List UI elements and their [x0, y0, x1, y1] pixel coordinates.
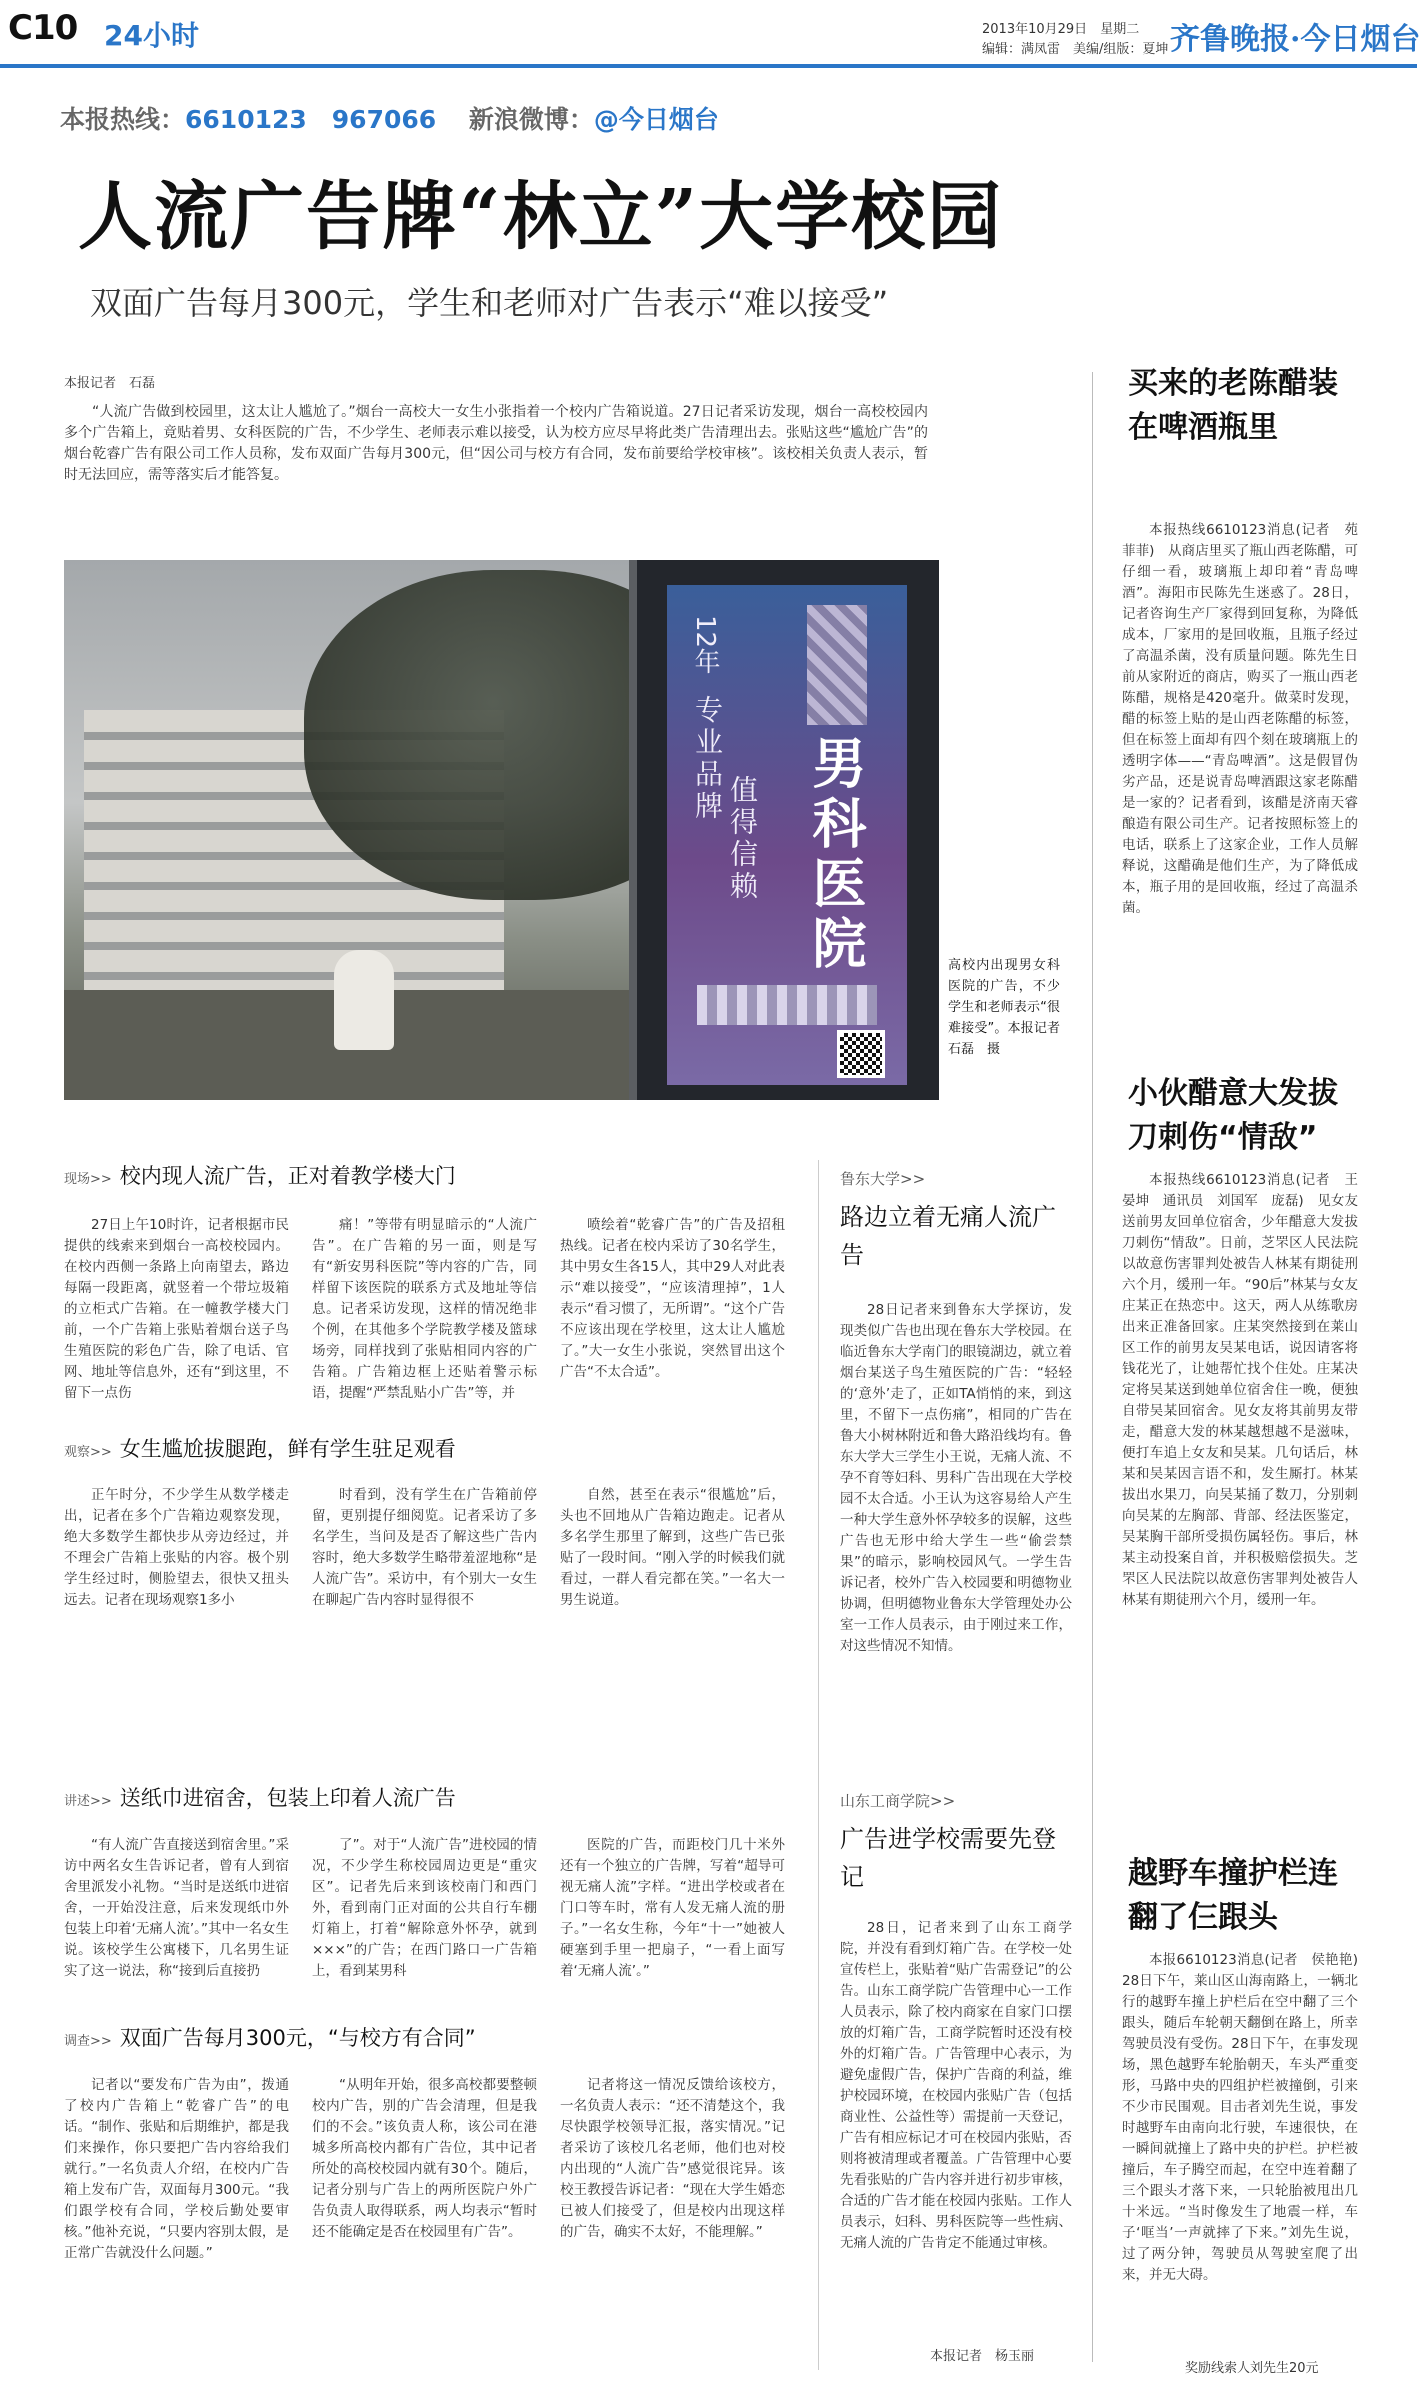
side-tag-sdtbu: 山东工商学院>> [840, 1792, 956, 1810]
ad-lightbox [629, 560, 939, 1100]
ad-year-text: 12年 [690, 615, 720, 675]
byline: 本报记者 石磊 [64, 376, 156, 391]
weibo-label: 新浪微博： [468, 105, 594, 134]
editors: 编辑：满凤雷 美编/组版：夏坤 [982, 42, 1169, 57]
subheadline: 双面广告每月300元，学生和老师对广告表示“难以接受” [90, 284, 889, 322]
section-name: 24小时 [104, 19, 199, 52]
narrate-col-3: 医院的广告，而距校门几十米外还有一个独立的广告牌，写着“超导可视无痛人流”字样。“进出学校或者在门口等车时，常有人发无痛人流的册子。”一名女生称，今年“十一”她被人硬塞到手里一把扇子，“一看上面写着‘无痛人流’。” [560, 1837, 785, 1979]
news-photo [64, 560, 934, 1100]
right-title-stabbing: 小伙醋意大发拔刀刺伤“情敌” [1128, 1076, 1338, 1155]
right-reward-note: 奖励线索人刘先生20元 [1185, 2361, 1319, 2376]
lead-paragraph: “人流广告做到校园里，这太让人尴尬了。”烟台一高校大一女生小张指着一个校内广告箱说道。27日记者采访发现，烟台一高校校园内多个广告箱上，竟贴着男、女科医院的广告，不少学生、老师表示难以接受，认为校方应尽早将此类广告清理出去。张贴这些“尴尬广告”的烟台乾睿广告有限公司工作人员称，发布双面广告每月300元，但“因公司与校方有合同，发布前要给学校审核”。该校相关负责人表示，暂时无法回应，需等落实后才能答复。 [64, 404, 928, 483]
scene-col-1: 27日上午10时许，记者根据市民提供的线索来到烟台一高校校园内。在校内西侧一条路上向南望去，路边每隔一段距离，就竖着一个带垃圾箱的立柜式广告箱。在一幢教学楼大门前，一个广告箱上张贴着烟台送子鸟生殖医院的彩色广告，除了电话、官网、地址等信息外，还有“到这里，不留下一点伤 [64, 1217, 289, 1401]
observe-col-3: 自然，甚至在表示“很尴尬”后，头也不回地从广告箱边跑走。记者从多名学生那里了解到，这些广告已张贴了一段时间。“刚入学的时候我们就看过，一群人看完都在笑。”一名大一男生说道。 [560, 1487, 785, 1608]
page-number: C10 [8, 8, 78, 48]
side-body-ludong: 28日记者来到鲁东大学探访，发现类似广告也出现在鲁东大学校园。在临近鲁东大学南门的眼镜湖边，就立着烟台某送子鸟生殖医院的广告：“轻轻的‘意外’走了，正如TA悄悄的来，到这里，不留下一点伤痛”，相同的广告在鲁大小树林附近和鲁大路沿线均有。鲁东大学大三学生小王说，无痛人流、不孕不育等妇科、男科广告出现在大学校园不太合适。小王认为这容易给人产生一种大学生意外怀孕较多的误解，这些广告也无形中给大学生一些“偷尝禁果”的暗示，影响校园风气。一学生告诉记者，校外广告入校园要和明德物业协调，但明德物业鲁东大学管理处办公室一工作人员表示，由于刚过来工作，对这些情况不知情。 [840, 1302, 1072, 1654]
right-title-vinegar: 买来的老陈醋装在啤酒瓶里 [1128, 366, 1338, 445]
photo-caption: 高校内出现男女科医院的广告，不少学生和老师表示“很难接受”。本报记者 石磊 摄 [948, 958, 1074, 1057]
right-body-suv: 本报6610123消息(记者 侯艳艳) 28日下午，莱山区山海南路上，一辆北行的越野车撞上护栏后在空中翻了三个跟头，随后车轮朝天翻倒在路上，所幸驾驶员没有受伤。28日下午，在事发现场，黑色越野车轮胎朝天，车头严重变形，马路中央的四组护栏被撞倒，引来不少市民围观。目击者刘先生说，事发时越野车由南向北行驶，车速很快，在一瞬间就撞上了路中央的护栏。护栏被撞后，车子腾空而起，在空中连着翻了三个跟头才落下来，一只轮胎被甩出几十米远。“当时像发生了地震一样，车子‘哐当’一声就摔了下来。”刘先生说，过了两分钟，驾驶员从驾驶室爬了出来，并无大碍。 [1122, 1952, 1372, 2283]
side-title-ludong: 路边立着无痛人流广告 [840, 1203, 1056, 1269]
header-rule [0, 64, 1417, 68]
hotline-label: 本报热线： [60, 105, 186, 134]
narrate-col-2: 了”。对于“人流广告”进校园的情况，不少学生称校园周边更是“重灾区”。记者先后来到该校南门和西门外，看到南门正对面的公共自行车棚灯箱上，打着“解除意外怀孕，就到×××”的广告；在西门路口一广告箱上，看到某男科 [312, 1837, 537, 1979]
narrate-col-1: “有人流广告直接送到宿舍里。”采访中两名女生告诉记者，曾有人到宿舍里派发小礼物。“当时是送纸巾进宿舍，一开始没注意，后来发现纸巾外包装上印着‘无痛人流’。”其中一名女生说。该校学生公寓楼下，几名男生证实了这一说法，称“接到后直接扔 [64, 1837, 289, 1979]
section-heading-scene: 现场>> 校内现人流广告，正对着教学楼大门 [64, 1164, 456, 1188]
photo-cyclist [334, 950, 394, 1050]
weibo-handle: @今日烟台 [593, 105, 719, 134]
ad-poster [667, 585, 907, 1085]
investigate-col-1: 记者以“要发布广告为由”，拨通了校内广告箱上“乾睿广告”的电话。“制作、张贴和后期维护，都是我们来操作，你只要把广告内容给我们就行。”一名负责人介绍，在校内广告箱上发布广告，双面每月300元。“我们跟学校有合同，学校后勤处要审核。”他补充说，“只要内容别太假，是正常广告就没什么问题。” [64, 2077, 289, 2261]
investigate-col-3: 记者将这一情况反馈给该校方，一名负责人表示：“还不清楚这个，我尽快跟学校领导汇报，落实情况。”记者采访了该校几名老师，他们也对校内出现的“人流广告”感觉很诧异。该校王教授告诉记者：“现在大学生婚恋已被人们接受了，但是校内出现这样的广告，确实不太好，不能理解。” [560, 2077, 785, 2240]
scene-col-3: 喷绘着“乾睿广告”的广告及招租热线。记者在校内采访了30名学生，其中男女生各15人，其中29人对此表示“难以接受”，“应该清理掉”，1人表示“看习惯了，无所谓”。“这个广告不应该出现在学校里，这太让人尴尬了。”大一女生小张说，突然冒出这个广告“不太合适”。 [560, 1217, 785, 1380]
hotline-bar [60, 100, 719, 136]
section-heading-investigate: 调查>> 双面广告每月300元，“与校方有合同” [64, 2026, 476, 2050]
issue-date: 2013年10月29日 星期二 [982, 22, 1140, 37]
hotline-numbers: 6610123 967066 [185, 105, 437, 134]
headline: 人流广告牌“林立”大学校园 [78, 174, 1004, 260]
right-title-suv: 越野车撞护栏连翻了仨跟头 [1128, 1856, 1338, 1935]
sidebar-divider [818, 1160, 819, 2370]
side-tag-ludong: 鲁东大学>> [840, 1170, 926, 1188]
observe-col-1: 正午时分，不少学生从数学楼走出，记者在多个广告箱边观察发现，绝大多数学生都快步从旁边经过，并不理会广告箱上张贴的内容。极个别学生经过时，侧脸望去，很快又扭头远去。记者在现场观察1多小 [64, 1487, 289, 1608]
qr-code-icon [837, 1030, 885, 1078]
side-body-sdtbu: 28日，记者来到了山东工商学院，并没有看到灯箱广告。在学校一处宣传栏上，张贴着“贴广告需登记”的公告。山东工商学院广告管理中心一工作人员表示，除了校内商家在自家门口摆放的灯箱广告，工商学院暂时还没有校外的灯箱广告。广告管理中心表示，为避免虚假广告，保护广告商的利益，维护校园环境，在校园内张贴广告（包括商业性、公益性等）需提前一天登记，广告有相应标记才可在校园内张贴，否则将被清理或者覆盖。广告管理中心要先看张贴的广告内容并进行初步审核，合适的广告才能在校园内张贴。工作人员表示，妇科、男科医院等一些性病、无痛人流的广告肯定不能通过审核。 [840, 1920, 1072, 2251]
observe-col-2: 时看到，没有学生在广告箱前停留，更别提仔细阅览。记者采访了多名学生，当问及是否了解这些广告内容时，绝大多数学生略带羞涩地称“是人流广告”。采访中，有个别大一女生在聊起广告内容时显得很不 [312, 1487, 537, 1608]
ad-blurred-contact [697, 985, 877, 1025]
side-title-sdtbu: 广告进学校需要先登记 [840, 1825, 1056, 1891]
ad-brand-text: 专业品牌 [691, 695, 724, 823]
side-reporter-sdtbu: 本报记者 杨玉丽 [930, 2349, 1035, 2364]
scene-col-2: 痛！”等带有明显暗示的“人流广告”。在广告箱的另一面，则是写有“新安男科医院”等内容的广告，同样留下该医院的联系方式及地址等信息。记者采访发现，这样的情况绝非个例，在其他多个学院教学楼及篮球场旁，同样找到了张贴相同内容的广告箱。广告箱边框上还贴着警示标语，提醒“严禁乱贴小广告”等，并 [312, 1217, 537, 1401]
section-heading-narrate: 讲述>> 送纸巾进宿舍，包装上印着人流广告 [64, 1786, 456, 1810]
section-heading-observe: 观察>> 女生尴尬拔腿跑，鲜有学生驻足观看 [64, 1437, 456, 1461]
ad-clinic-name: 男科医院 [804, 735, 867, 975]
investigate-col-2: “从明年开始，很多高校都要整顿校内广告，别的广告会清理，但是我们的不会。”该负责人称，该公司在港城多所高校内都有广告位，其中记者所处的高校校园内就有30个。随后，记者分别与广告上的两所医院户外广告负责人取得联系，两人均表示“暂时还不能确定是否在校园里有广告”。 [312, 2077, 537, 2240]
ad-trust-text: 值得信赖 [726, 775, 759, 903]
right-body-vinegar: 本报热线6610123消息(记者 苑菲菲) 从商店里买了瓶山西老陈醋，可仔细一看，玻璃瓶上却印着“青岛啤酒”。海阳市民陈先生迷惑了。28日，记者咨询生产厂家得到回复称，为降低成本，厂家用的是回收瓶，且瓶子经过了高温杀菌，没有质量问题。陈先生日前从家附近的商店，购买了一瓶山西老陈醋，规格是420毫升。做菜时发现，醋的标签上贴的是山西老陈醋的标签，但在标签上面却有四个刻在玻璃瓶上的透明字体——“青岛啤酒”。这是假冒伪劣产品，还是说青岛啤酒跟这家老陈醋是一家的？记者看到，该醋是济南天睿酿造有限公司生产。记者按照标签上的电话，联系上了这家企业，工作人员解释说，这醋确是他们生产，为了降低成本，瓶子用的是回收瓶，经过了高温杀菌。 [1122, 522, 1358, 916]
masthead-logo: 齐鲁晚报·今日烟台 [1170, 22, 1420, 57]
column-divider [1092, 372, 1093, 2362]
ad-blurred-name [807, 605, 867, 725]
header-bar [0, 0, 1420, 68]
right-body-stabbing: 本报热线6610123消息(记者 王晏坤 通讯员 刘国军 庞磊) 见女友送前男友回单位宿舍，少年醋意大发拔刀刺伤“情敌”。日前，芝罘区人民法院以故意伤害罪判处被告人林某有期徒刑六个月，缓刑一年。“90后”林某与女友庄某正在热恋中。这天，两人从练歌房出来正准备回家。庄某突然接到在莱山区工作的前男友吴某电话，说因请客将钱花光了，让她帮忙找个住处。庄某决定将吴某送到她单位宿舍住一晚，便独自带吴某回宿舍。见女友将其前男友带走，醋意大发的林某越想越不是滋味，便打车追上女友和吴某。几句话后，林某和吴某因言语不和，发生厮打。林某拔出水果刀，向吴某捅了数刀，分别刺向吴某的左胸部、背部、经法医鉴定，吴某胸干部所受损伤属轻伤。事后，林某主动投案自首，并积极赔偿损失。芝罘区人民法院以故意伤害罪判处被告人林某有期徒刑六个月，缓刑一年。 [1122, 1172, 1358, 1608]
